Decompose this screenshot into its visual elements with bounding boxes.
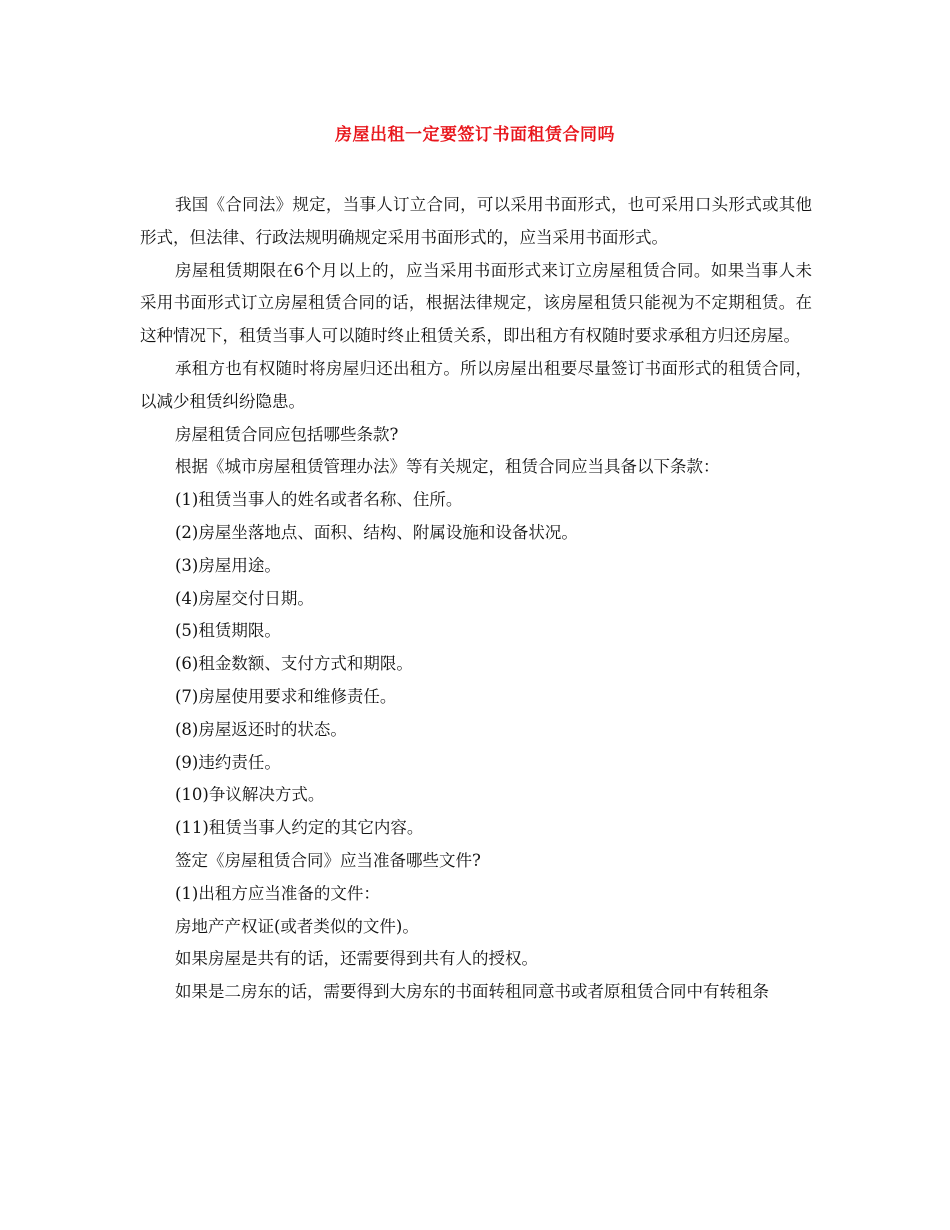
paragraph: 根据《城市房屋租赁管理办法》等有关规定，租赁合同应当具备以下条款： [175,457,720,477]
paragraph: 承租方也有权随时将房屋归还出租方。所以房屋出租要尽量签订书面形式的租赁合同，以减少租赁纠纷隐患。 [140,358,812,411]
list-item: (11)租赁当事人约定的其它内容。 [175,818,424,838]
list-item: (6)租金数额、支付方式和期限。 [175,654,413,674]
list-item: (9)违约责任。 [175,752,281,772]
list-item: (5)租赁期限。 [175,621,281,641]
paragraph: 房屋租赁期限在6个月以上的，应当采用书面形式来订立房屋租赁合同。如果当事人未采用书面形式订立房屋租赁合同的话，根据法律规定，该房屋租赁只能视为不定期租赁。在这种情况下，租赁当事人可以随时终止租赁关系，即出租方有权随时要求承租方归还房屋。 [140,260,812,346]
list-item: (3)房屋用途。 [175,555,281,575]
paragraph: 如果是二房东的话，需要得到大房东的书面转租同意书或者原租赁合同中有转租条 [175,982,769,1002]
paragraph: 房地产产权证(或者类似的文件)。 [175,916,419,936]
list-item: (1)出租方应当准备的文件： [175,883,380,903]
paragraph: 我国《合同法》规定，当事人订立合同，可以采用书面形式，也可采用口头形式或其他形式，但法律、行政法规明确规定采用书面形式的，应当采用书面形式。 [140,195,812,247]
list-item: (4)房屋交付日期。 [175,588,314,608]
document-body [140,189,812,1009]
list-item: (2)房屋坐落地点、面积、结构、附属设施和设备状况。 [175,522,578,542]
list-item: (8)房屋返还时的状态。 [175,719,347,739]
section-question: 签定《房屋租赁合同》应当准备哪些文件? [175,850,481,870]
document-title: 房屋出租一定要签订书面租赁合同吗 [335,125,615,145]
list-item: (10)争议解决方式。 [175,785,325,805]
paragraph: 如果房屋是共有的话，还需要得到共有人的授权。 [175,949,538,969]
list-item: (1)租赁当事人的姓名或者名称、住所。 [175,490,463,510]
list-item: (7)房屋使用要求和维修责任。 [175,686,397,706]
section-question: 房屋租赁合同应包括哪些条款? [175,424,399,444]
